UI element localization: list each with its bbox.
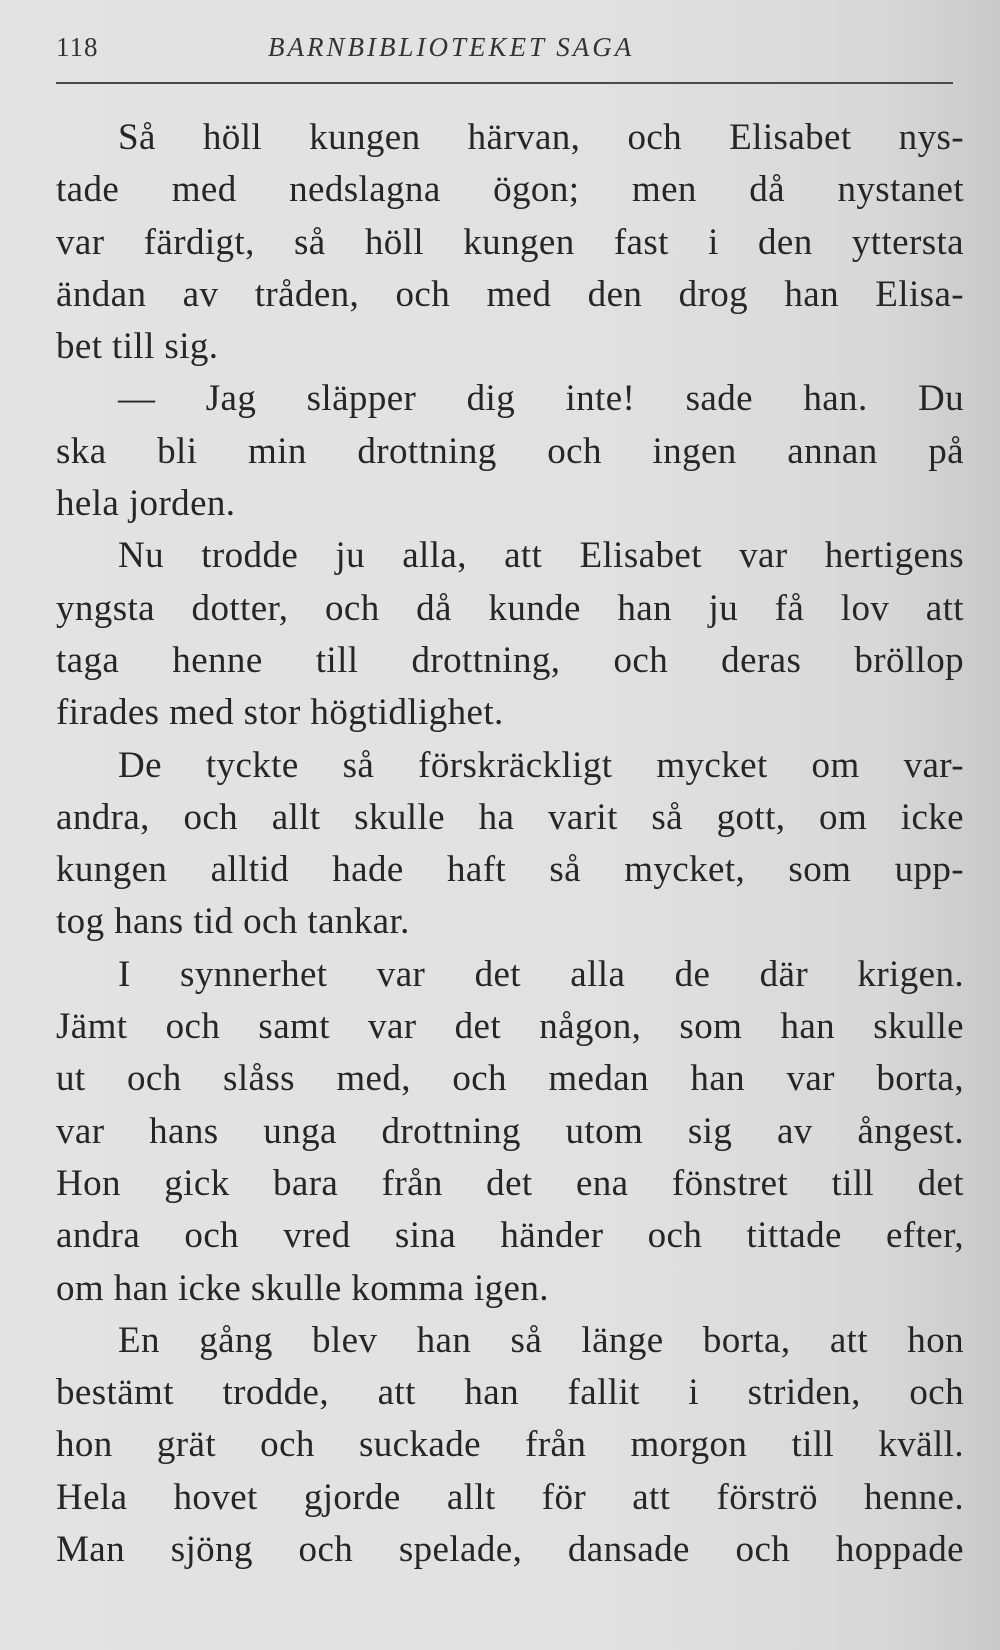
- text-line: taga henne till drottning, och deras bröllop: [56, 639, 964, 681]
- text-line: andra och vred sina händer och tittade efter,: [56, 1215, 964, 1257]
- text-line: Hon gick bara från det ena fönstret till det: [56, 1162, 964, 1204]
- text-line: I synnerhet var det alla de där krigen.: [118, 953, 964, 995]
- page-header: [56, 26, 956, 70]
- text-line: bestämt trodde, att han fallit i striden, och: [56, 1372, 964, 1414]
- text-line: kungen alltid hade haft så mycket, som upp-: [56, 849, 964, 891]
- body-text: [56, 112, 964, 1576]
- text-line: ut och slåss med, och medan han var borta,: [56, 1058, 964, 1100]
- text-line: andra, och allt skulle ha varit så gott, om icke: [56, 796, 964, 838]
- text-line: var hans unga drottning utom sig av ångest.: [56, 1110, 964, 1152]
- text-line: ändan av tråden, och med den drog han Elisa-: [56, 273, 964, 315]
- header-rule: [56, 82, 953, 84]
- text-line: Jämt och samt var det någon, som han skulle: [56, 1006, 964, 1048]
- text-line: Så höll kungen härvan, och Elisabet nys-: [118, 117, 964, 158]
- text-line: bet till sig.: [56, 326, 219, 368]
- text-line: — Jag släpper dig inte! sade han. Du: [118, 378, 964, 420]
- text-line: hela jorden.: [56, 483, 236, 525]
- text-line: De tyckte så förskräckligt mycket om var-: [118, 744, 964, 786]
- text-line: firades med stor högtidlighet.: [56, 692, 504, 734]
- text-line: Man sjöng och spelade, dansade och hoppade: [56, 1529, 964, 1571]
- text-line: Hela hovet gjorde allt för att förströ henne.: [56, 1476, 964, 1518]
- text-line: var färdigt, så höll kungen fast i den yttersta: [56, 221, 964, 263]
- text-line: tog hans tid och tankar.: [56, 901, 410, 943]
- text-line: En gång blev han så länge borta, att hon: [118, 1319, 964, 1361]
- page-number: 118: [56, 32, 99, 62]
- text-line: Nu trodde ju alla, att Elisabet var hertigens: [118, 535, 964, 577]
- running-title: BARNBIBLIOTEKET SAGA: [268, 32, 635, 62]
- text-line: om han icke skulle komma igen.: [56, 1267, 549, 1309]
- text-line: ska bli min drottning och ingen annan på: [56, 430, 964, 472]
- text-line: yngsta dotter, och då kunde han ju få lov att: [56, 587, 964, 629]
- text-line: hon grät och suckade från morgon till kväll.: [56, 1424, 964, 1466]
- text-line: tade med nedslagna ögon; men då nystanet: [56, 169, 964, 211]
